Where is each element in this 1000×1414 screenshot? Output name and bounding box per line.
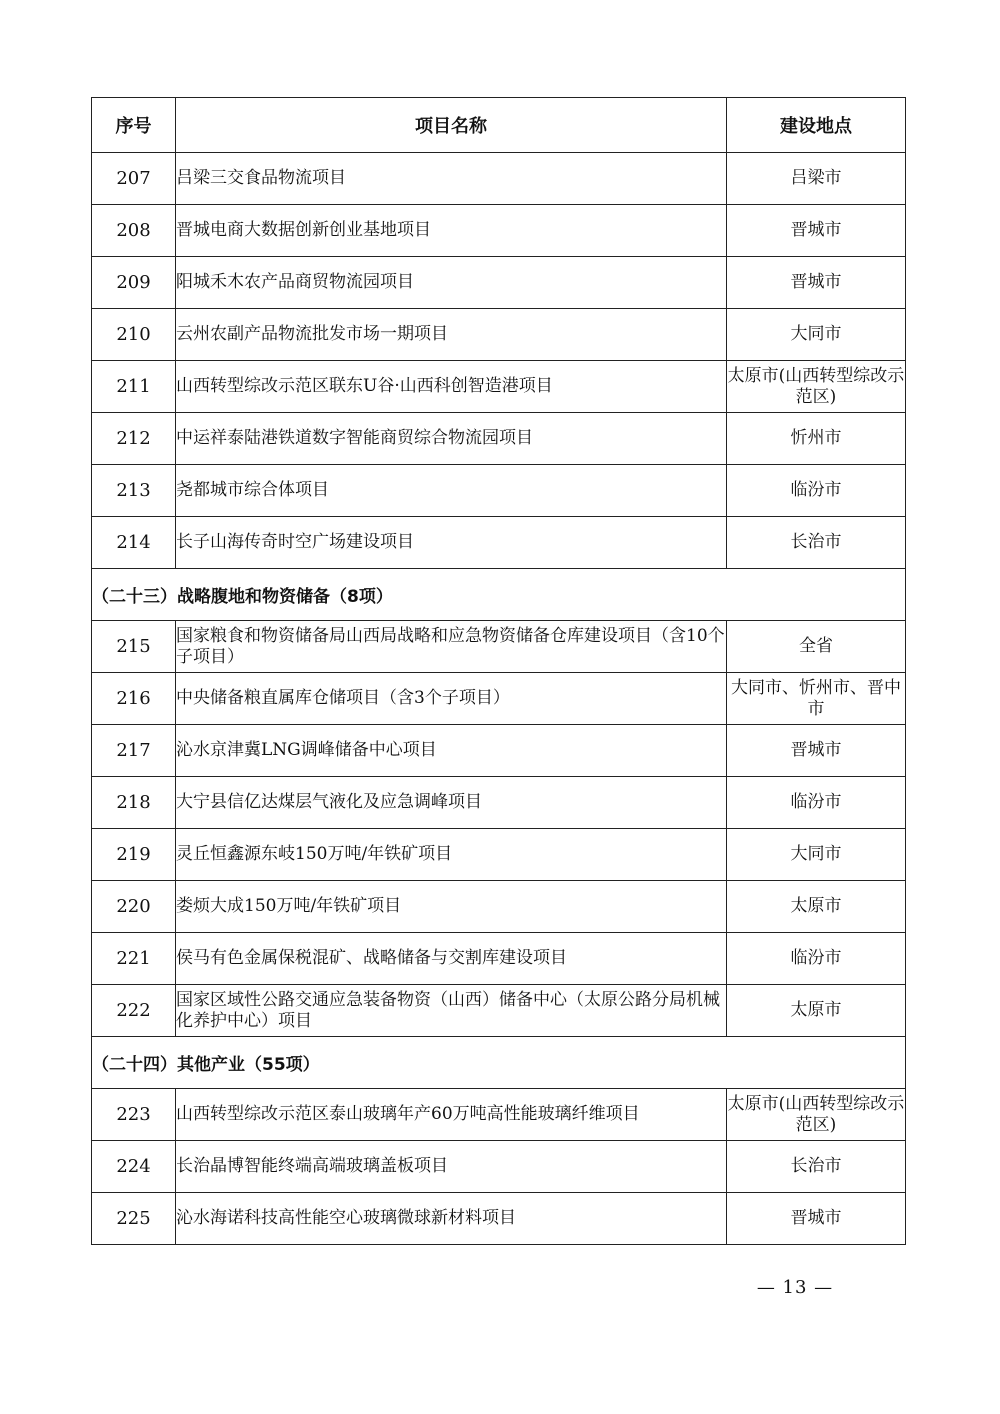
project-name-cell: 沁水海诺科技高性能空心玻璃微球新材料项目 (176, 1193, 727, 1245)
header-project-name: 项目名称 (176, 98, 727, 153)
serial-number-cell: 211 (92, 361, 176, 413)
location-cell: 大同市 (727, 829, 906, 881)
location-cell: 全省 (727, 621, 906, 673)
table-row (92, 725, 906, 777)
table-row (92, 257, 906, 309)
header-location: 建设地点 (727, 98, 906, 153)
project-name-cell: 阳城禾木农产品商贸物流园项目 (176, 257, 727, 309)
location-cell: 临汾市 (727, 933, 906, 985)
location-cell: 忻州市 (727, 413, 906, 465)
table-row (92, 985, 906, 1037)
table-row (92, 465, 906, 517)
serial-number-cell: 218 (92, 777, 176, 829)
project-name-cell: 灵丘恒鑫源东岐150万吨/年铁矿项目 (176, 829, 727, 881)
location-cell: 太原市 (727, 881, 906, 933)
location-cell: 临汾市 (727, 465, 906, 517)
location-cell: 晋城市 (727, 725, 906, 777)
table-row (92, 517, 906, 569)
location-cell: 太原市(山西转型综改示范区) (727, 1089, 906, 1141)
table-row (92, 1089, 906, 1141)
serial-number-cell: 217 (92, 725, 176, 777)
serial-number-cell: 216 (92, 673, 176, 725)
project-name-cell: 中央储备粮直属库仓储项目（含3个子项目） (176, 673, 727, 725)
serial-number-cell: 209 (92, 257, 176, 309)
project-name-cell: 吕梁三交食品物流项目 (176, 153, 727, 205)
project-table (91, 97, 906, 1245)
table-row (92, 205, 906, 257)
location-cell: 长治市 (727, 1141, 906, 1193)
section-row (92, 569, 906, 621)
serial-number-cell: 210 (92, 309, 176, 361)
serial-number-cell: 207 (92, 153, 176, 205)
project-name-cell: 中运祥泰陆港铁道数字智能商贸综合物流园项目 (176, 413, 727, 465)
section-heading: （二十四）其他产业（55项） (92, 1037, 906, 1089)
project-name-cell: 尧都城市综合体项目 (176, 465, 727, 517)
section-heading: （二十三）战略腹地和物资储备（8项） (92, 569, 906, 621)
header-serial-number: 序号 (92, 98, 176, 153)
section-row (92, 1037, 906, 1089)
serial-number-cell: 224 (92, 1141, 176, 1193)
location-cell: 太原市(山西转型综改示范区) (727, 361, 906, 413)
serial-number-cell: 213 (92, 465, 176, 517)
project-name-cell: 山西转型综改示范区泰山玻璃年产60万吨高性能玻璃纤维项目 (176, 1089, 727, 1141)
project-name-cell: 国家粮食和物资储备局山西局战略和应急物资储备仓库建设项目（含10个子项目） (176, 621, 727, 673)
table-row (92, 413, 906, 465)
table-row (92, 673, 906, 725)
location-cell: 晋城市 (727, 1193, 906, 1245)
location-cell: 长治市 (727, 517, 906, 569)
table-row (92, 361, 906, 413)
project-name-cell: 长治晶博智能终端高端玻璃盖板项目 (176, 1141, 727, 1193)
location-cell: 太原市 (727, 985, 906, 1037)
serial-number-cell: 212 (92, 413, 176, 465)
serial-number-cell: 219 (92, 829, 176, 881)
table-row (92, 1193, 906, 1245)
project-name-cell: 晋城电商大数据创新创业基地项目 (176, 205, 727, 257)
project-name-cell: 山西转型综改示范区联东U谷·山西科创智造港项目 (176, 361, 727, 413)
serial-number-cell: 220 (92, 881, 176, 933)
serial-number-cell: 223 (92, 1089, 176, 1141)
serial-number-cell: 225 (92, 1193, 176, 1245)
table-row (92, 621, 906, 673)
serial-number-cell: 214 (92, 517, 176, 569)
project-name-cell: 娄烦大成150万吨/年铁矿项目 (176, 881, 727, 933)
serial-number-cell: 222 (92, 985, 176, 1037)
table-row (92, 933, 906, 985)
table-row (92, 1141, 906, 1193)
table-header-row (92, 98, 906, 153)
table-body (92, 153, 906, 1245)
serial-number-cell: 208 (92, 205, 176, 257)
project-name-cell: 云州农副产品物流批发市场一期项目 (176, 309, 727, 361)
project-name-cell: 沁水京津冀LNG调峰储备中心项目 (176, 725, 727, 777)
serial-number-cell: 221 (92, 933, 176, 985)
table-row (92, 777, 906, 829)
project-name-cell: 长子山海传奇时空广场建设项目 (176, 517, 727, 569)
table-row (92, 881, 906, 933)
table-row (92, 309, 906, 361)
location-cell: 大同市、忻州市、晋中市 (727, 673, 906, 725)
project-name-cell: 大宁县信亿达煤层气液化及应急调峰项目 (176, 777, 727, 829)
page-number: — 13 — (756, 1277, 834, 1298)
location-cell: 大同市 (727, 309, 906, 361)
location-cell: 晋城市 (727, 257, 906, 309)
location-cell: 晋城市 (727, 205, 906, 257)
project-name-cell: 侯马有色金属保税混矿、战略储备与交割库建设项目 (176, 933, 727, 985)
project-name-cell: 国家区域性公路交通应急装备物资（山西）储备中心（太原公路分局机械化养护中心）项目 (176, 985, 727, 1037)
location-cell: 临汾市 (727, 777, 906, 829)
table-row (92, 829, 906, 881)
location-cell: 吕梁市 (727, 153, 906, 205)
table-row (92, 153, 906, 205)
serial-number-cell: 215 (92, 621, 176, 673)
